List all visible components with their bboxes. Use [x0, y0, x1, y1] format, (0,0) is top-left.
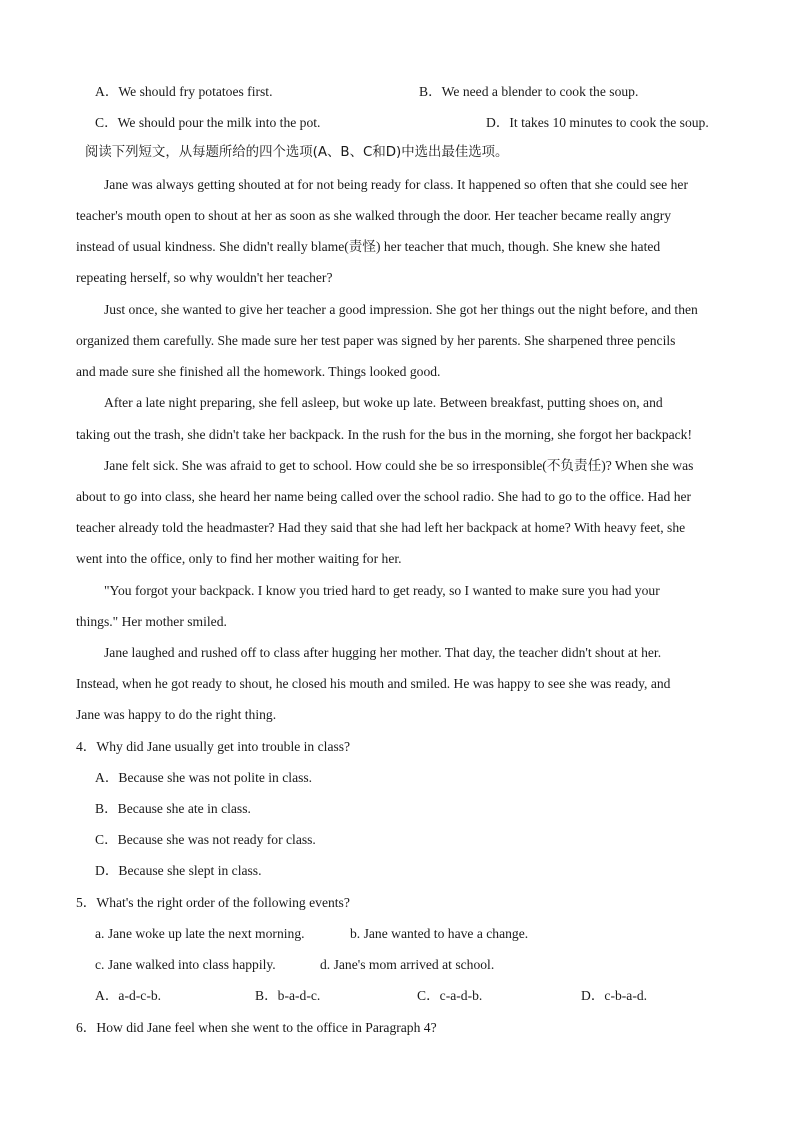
section-instruction: 阅读下列短文，从每题所给的四个选项(A、B、C和D)中选出最佳选项。: [85, 145, 509, 160]
passage-line: Jane was always getting shouted at for not being ready for class. It happened so often that she could see her: [104, 177, 688, 192]
question-5-option-d: D．c-b-a-d.: [581, 988, 648, 1003]
prev-option-d: D．It takes 10 minutes to cook the soup.: [486, 115, 709, 130]
passage-line: organized them carefully. She made sure her test paper was signed by her parents. She sharpened three pencils: [76, 333, 676, 348]
question-4-option-c: C．Because she was not ready for class.: [95, 832, 316, 847]
passage-line: teacher's mouth open to shout at her as soon as she walked through the door. Her teacher became really angry: [76, 208, 672, 223]
passage-line: Jane felt sick. She was afraid to get to school. How could she be so irresponsible(不负责任)? When she was: [104, 458, 694, 473]
passage-line: Instead, when he got ready to shout, he closed his mouth and smiled. He was happy to see she was ready, and: [76, 676, 671, 691]
passage-line: and made sure she finished all the homework. Things looked good.: [76, 364, 441, 379]
question-5-stem: 5．What's the right order of the following events?: [76, 895, 350, 910]
question-5-event-c: c. Jane walked into class happily.: [95, 957, 276, 972]
passage-line: After a late night preparing, she fell asleep, but woke up late. Between breakfast, putting shoes on, and: [104, 395, 663, 410]
question-5-option-b: B．b-a-d-c.: [255, 988, 321, 1003]
passage-line: teacher already told the headmaster? Had they said that she had left her backpack at home? With heavy feet, she: [76, 520, 686, 535]
prev-option-a: A．We should fry potatoes first.: [95, 84, 273, 99]
passage-line: repeating herself, so why wouldn't her teacher?: [76, 270, 333, 285]
passage-line: went into the office, only to find her mother waiting for her.: [76, 551, 402, 566]
passage-line: things." Her mother smiled.: [76, 614, 227, 629]
question-4-option-b: B．Because she ate in class.: [95, 801, 251, 816]
question-4-stem: 4．Why did Jane usually get into trouble in class?: [76, 739, 351, 754]
question-6-stem: 6．How did Jane feel when she went to the office in Paragraph 4?: [76, 1020, 437, 1035]
question-5-event-a: a. Jane woke up late the next morning.: [95, 926, 305, 941]
question-5-event-b: b. Jane wanted to have a change.: [350, 926, 529, 941]
passage-line: Just once, she wanted to give her teacher a good impression. She got her things out the night before, and then: [104, 302, 698, 317]
passage-line: "You forgot your backpack. I know you tried hard to get ready, so I wanted to make sure you had your: [104, 583, 660, 598]
question-5-option-c: C．c-a-d-b.: [417, 988, 483, 1003]
prev-option-c: C．We should pour the milk into the pot.: [95, 115, 321, 130]
question-4-option-d: D．Because she slept in class.: [95, 863, 262, 878]
question-5-option-a: A．a-d-c-b.: [95, 988, 162, 1003]
passage-line: taking out the trash, she didn't take her backpack. In the rush for the bus in the morning, she forgot her backpack!: [76, 427, 693, 442]
passage-line: instead of usual kindness. She didn't really blame(责怪) her teacher that much, though. She knew she hated: [76, 239, 661, 254]
question-4-option-a: A．Because she was not polite in class.: [95, 770, 313, 785]
passage-line: Jane was happy to do the right thing.: [76, 707, 277, 722]
passage-line: about to go into class, she heard her name being called over the school radio. She had to go to the office. Had her: [76, 489, 692, 504]
prev-option-b: B．We need a blender to cook the soup.: [419, 84, 639, 99]
question-5-event-d: d. Jane's mom arrived at school.: [320, 957, 495, 972]
passage-line: Jane laughed and rushed off to class after hugging her mother. That day, the teacher didn't shout at her.: [104, 645, 662, 660]
